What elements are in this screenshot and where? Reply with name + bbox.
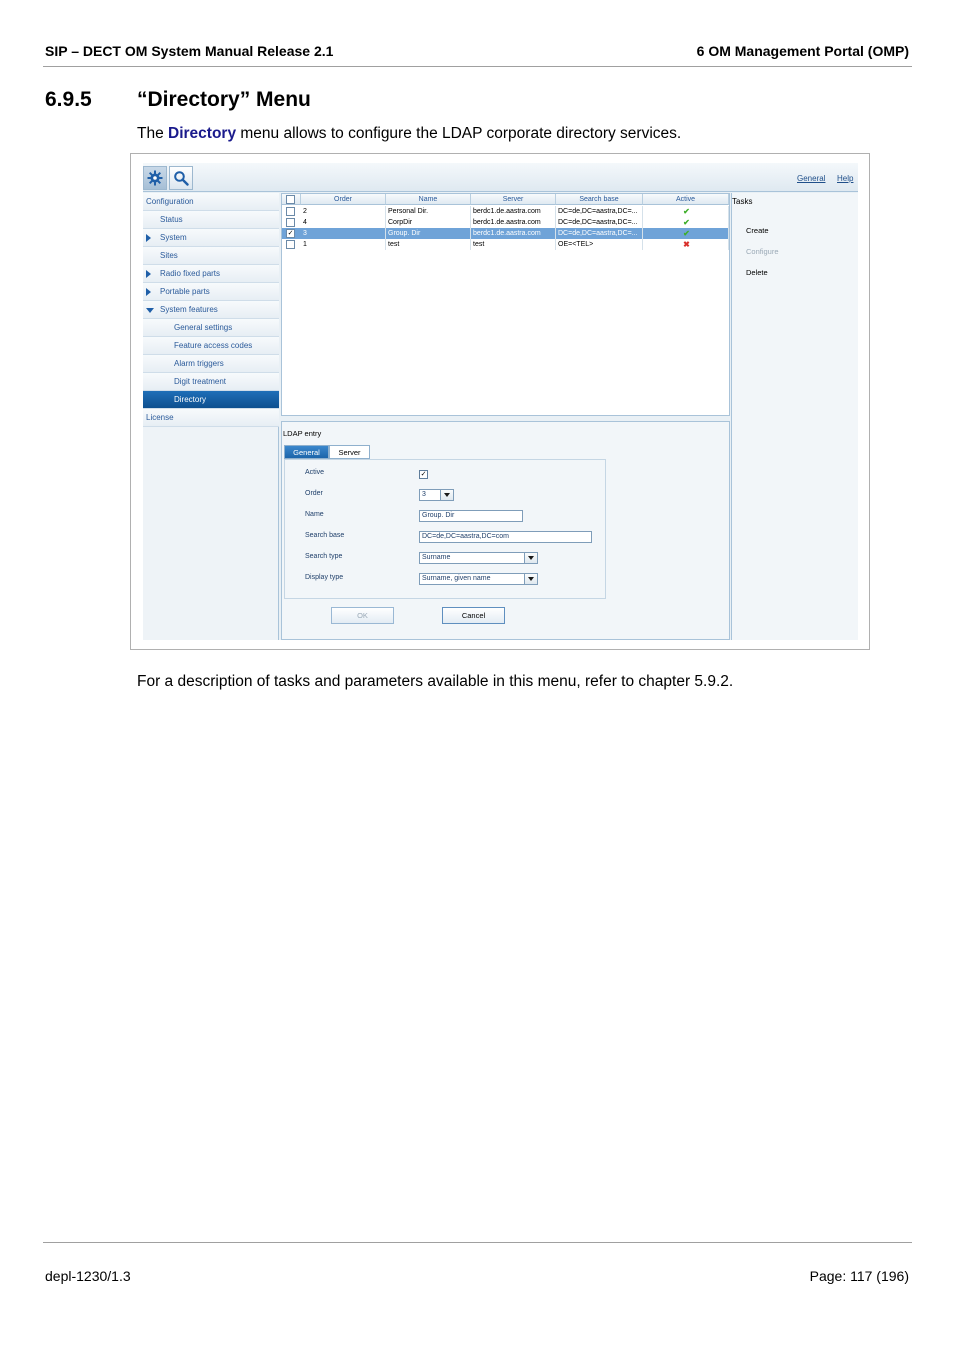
intro-before: The [137, 125, 169, 142]
name-label: Name [305, 511, 324, 518]
sidebar-item-label: General settings [174, 323, 233, 332]
header-chapter: 6 OM Management Portal (OMP) [696, 43, 909, 59]
collapsed-arrow-icon[interactable] [146, 270, 151, 278]
toolbar [143, 163, 858, 192]
sidebar-item[interactable] [143, 391, 279, 409]
display-type-select[interactable] [419, 573, 538, 585]
cell-name: Personal Dir. [386, 206, 471, 217]
table-header-active[interactable]: Active [643, 194, 729, 205]
footer-document-id: depl-1230/1.3 [45, 1268, 131, 1284]
directory-table [281, 193, 730, 416]
outro-paragraph: For a description of tasks and parameters available in this menu, refer to chapter 5.9.2. [137, 673, 734, 690]
section-title: “Directory” Menu [137, 88, 311, 111]
search-icon [173, 170, 189, 186]
search-type-label: Search type [305, 553, 343, 560]
cell-server: test [471, 239, 556, 250]
task-create[interactable]: Create [746, 226, 769, 235]
sidebar-item[interactable] [143, 355, 279, 373]
row-checkbox[interactable] [286, 240, 295, 249]
table-header-name[interactable]: Name [386, 194, 471, 205]
chevron-down-icon [440, 490, 453, 500]
display-type-value: Surname, given name [422, 575, 491, 582]
table-header-order[interactable]: Order [301, 194, 386, 205]
cell-server: berdc1.de.aastra.com [471, 217, 556, 228]
active-check-icon: ✔ [643, 217, 729, 228]
cell-search-base: DC=de,DC=aastra,DC=... [556, 206, 643, 217]
intro-keyword: Directory [168, 125, 237, 142]
table-header-server[interactable]: Server [471, 194, 556, 205]
task-delete[interactable]: Delete [746, 268, 768, 277]
sidebar-item[interactable] [143, 283, 279, 301]
section-number: 6.9.5 [45, 88, 92, 111]
chevron-down-icon [524, 553, 537, 563]
order-select[interactable] [419, 489, 454, 501]
cell-name: CorpDir [386, 217, 471, 228]
cell-server: berdc1.de.aastra.com [471, 228, 556, 239]
table-header-select[interactable] [282, 194, 301, 205]
cell-order: 2 [301, 206, 386, 217]
configuration-button[interactable] [143, 166, 167, 190]
table-row[interactable] [282, 228, 729, 239]
sidebar-item[interactable] [143, 229, 279, 247]
name-input[interactable]: Group. Dir [419, 510, 523, 522]
search-base-input[interactable]: DC=de,DC=aastra,DC=com [419, 531, 592, 543]
table-header-search-base[interactable]: Search base [556, 194, 643, 205]
row-checkbox[interactable] [286, 207, 295, 216]
sidebar-item[interactable] [143, 337, 279, 355]
sidebar-item-label: Alarm triggers [174, 359, 224, 368]
search-base-label: Search base [305, 532, 345, 539]
active-check-icon: ✔ [643, 228, 729, 239]
footer-page-number: Page: 117 (196) [809, 1268, 909, 1284]
sidebar-item-label: License [146, 413, 174, 422]
sidebar-item-label: Status [160, 215, 183, 224]
task-configure[interactable]: Configure [746, 247, 779, 256]
sidebar-item[interactable] [143, 265, 279, 283]
select-all-checkbox[interactable] [286, 195, 295, 204]
tab-server[interactable]: Server [329, 445, 370, 459]
sidebar-item[interactable] [143, 409, 279, 427]
tasks-panel [731, 193, 858, 640]
search-button[interactable] [169, 166, 193, 190]
cell-search-base: DC=de,DC=aastra,DC=... [556, 217, 643, 228]
sidebar-item[interactable] [143, 301, 279, 319]
active-label: Active [305, 469, 325, 476]
sidebar-item[interactable] [143, 211, 279, 229]
cell-order: 4 [301, 217, 386, 228]
tab-general[interactable]: General [284, 445, 329, 459]
inactive-cross-icon: ✖ [643, 239, 729, 250]
chevron-down-icon [524, 574, 537, 584]
collapsed-arrow-icon[interactable] [146, 234, 151, 242]
cell-order: 1 [301, 239, 386, 250]
sidebar-item[interactable] [143, 247, 279, 265]
cancel-button[interactable]: Cancel [442, 607, 505, 624]
gear-icon [147, 170, 163, 186]
ldap-general-form [284, 459, 606, 599]
collapsed-arrow-icon[interactable] [146, 288, 151, 296]
row-checkbox[interactable] [286, 218, 295, 227]
sidebar-item-label: Digit treatment [174, 377, 227, 386]
footer-divider [43, 1242, 912, 1243]
navigation-tree [143, 193, 279, 640]
active-check-icon: ✔ [643, 206, 729, 217]
order-value: 3 [422, 491, 426, 498]
omp-screenshot [143, 163, 858, 640]
cell-order: 3 [301, 228, 386, 239]
sidebar-item-label: Configuration [146, 197, 194, 206]
sidebar-item[interactable] [143, 319, 279, 337]
sidebar-item-label: System features [160, 305, 218, 314]
cell-search-base: DC=de,DC=aastra,DC=... [556, 228, 643, 239]
header-divider [43, 66, 912, 67]
ldap-entry-title: LDAP entry [283, 429, 322, 438]
order-label: Order [305, 490, 323, 497]
cell-search-base: OE=<TEL> [556, 239, 643, 250]
cell-server: berdc1.de.aastra.com [471, 206, 556, 217]
search-type-value: Surname [422, 554, 451, 561]
help-link[interactable]: Help [837, 174, 854, 183]
intro-after: menu allows to configure the LDAP corporate directory services. [236, 125, 682, 142]
sidebar-item-label: System [160, 233, 187, 242]
sidebar-item-label: Portable parts [160, 287, 210, 296]
general-link[interactable]: General [797, 174, 826, 183]
ldap-entry-panel [281, 421, 730, 640]
sidebar-item-label: Radio fixed parts [160, 269, 221, 278]
row-checkbox[interactable]: ✓ [287, 230, 294, 237]
table-row[interactable] [282, 239, 729, 250]
cell-name: test [386, 239, 471, 250]
intro-paragraph [137, 125, 681, 143]
table-row[interactable] [282, 206, 729, 217]
header-title: SIP – DECT OM System Manual Release 2.1 [45, 43, 334, 59]
sidebar-item-label: Feature access codes [174, 341, 253, 350]
display-type-label: Display type [305, 574, 344, 581]
sidebar-item[interactable] [143, 373, 279, 391]
cell-name: Group. Dir [386, 228, 471, 239]
sidebar-item-label: Directory [174, 395, 207, 404]
search-type-select[interactable] [419, 552, 538, 564]
sidebar-item-label: Sites [160, 251, 178, 260]
tasks-title: Tasks [732, 197, 753, 206]
table-row[interactable] [282, 217, 729, 228]
sidebar-item[interactable] [143, 193, 279, 211]
ok-button[interactable]: OK [331, 607, 394, 624]
expanded-arrow-icon[interactable] [146, 308, 154, 313]
screenshot-frame [130, 153, 870, 650]
active-checkbox[interactable]: ✓ [420, 471, 427, 478]
